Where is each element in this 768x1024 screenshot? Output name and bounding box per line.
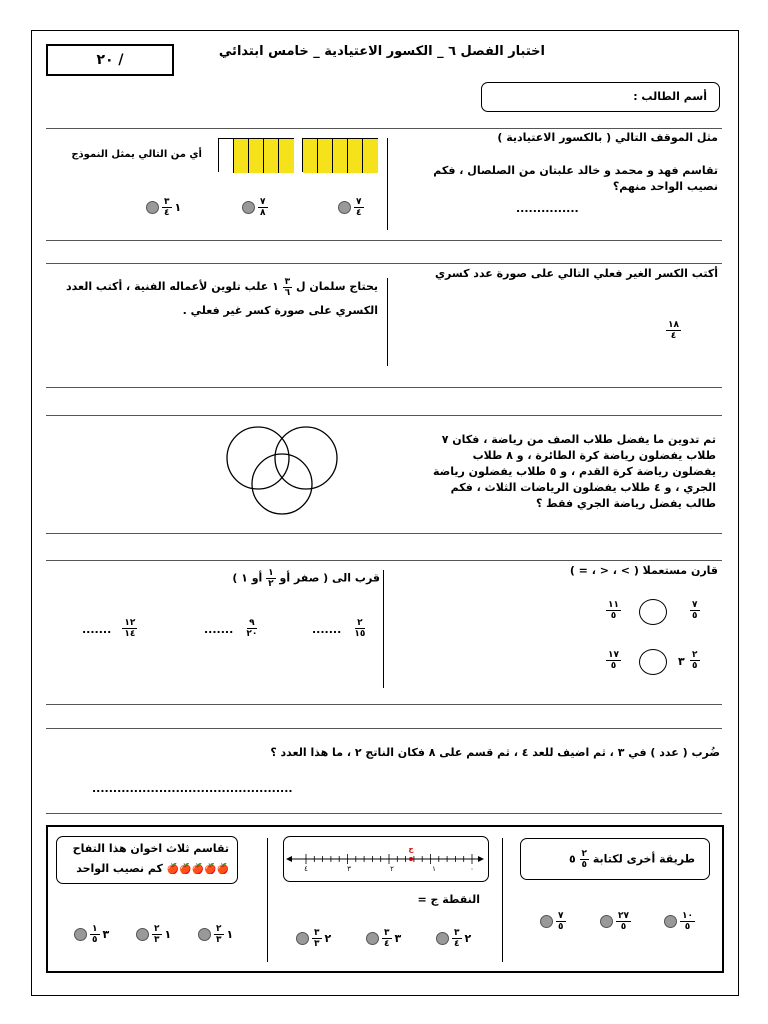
- fraction-bar-model-2: [302, 138, 378, 172]
- venn-circle-bottom: [252, 454, 312, 514]
- radio-circle[interactable]: [366, 932, 379, 945]
- q4-compare-label: قارن مستعملا ( > ، < ، = ): [569, 564, 718, 577]
- apples-option-2[interactable]: [136, 924, 171, 945]
- student-name-field[interactable]: [481, 82, 720, 112]
- bar-cell-filled: [234, 139, 249, 173]
- point-option-3[interactable]: [296, 928, 331, 949]
- other-way-prompt: [569, 849, 695, 870]
- round-item-1: [312, 618, 367, 639]
- fraction: $\frac{٧}{٤}$: [356, 197, 362, 218]
- apples-option-1[interactable]: [198, 924, 233, 945]
- round-label-a: قرب الى ( صفر أو: [279, 571, 380, 585]
- whole-number: ٣: [394, 931, 402, 945]
- point-option-1[interactable]: [436, 928, 471, 949]
- divider: [46, 704, 722, 705]
- q1-model-label: أي من التالي يمثل النموذج: [71, 149, 202, 160]
- fraction: $\frac{٧}{٨}$: [260, 197, 266, 218]
- score-box: [46, 44, 174, 76]
- divider: [46, 387, 722, 388]
- score-text: ٢٠ /: [96, 52, 124, 68]
- whole-number: ٣: [102, 927, 110, 941]
- fraction: $\frac{٣}{٤}$: [164, 197, 170, 218]
- divider: [46, 263, 722, 264]
- point-j-question: النقطة ج =: [417, 893, 480, 906]
- compare-row-1: [606, 598, 716, 628]
- q1-answer-dots: ...............: [516, 202, 579, 215]
- number-line-ticks: [306, 854, 472, 864]
- compare-circle[interactable]: [639, 599, 667, 625]
- q4-round-label: [206, 568, 380, 589]
- fraction-right: ١٧ ٥: [608, 650, 619, 671]
- bar-cell-filled: [333, 139, 348, 173]
- bar-cell-filled: [249, 139, 264, 173]
- q5-answer-dots: ................................................: [92, 782, 293, 795]
- fraction-half: $\frac{١}{٢}$: [268, 568, 274, 589]
- round-label-b: أو ١ ): [232, 571, 263, 585]
- bar-cell-filled: [264, 139, 279, 173]
- q1-option-2[interactable]: [242, 197, 268, 218]
- other-way-option-3[interactable]: [540, 911, 566, 932]
- fraction: $\frac{١}{٥}$: [92, 924, 98, 945]
- q1-prompt: مثل الموقف التالي ( بالكسور الاعتيادية ): [497, 131, 718, 144]
- apple-icon: 🍎🍎🍎🍎🍎: [166, 864, 229, 875]
- whole-number: ٥: [568, 852, 576, 866]
- tick-label: ٤: [304, 865, 308, 873]
- radio-circle[interactable]: [198, 928, 211, 941]
- fraction-right: ١١ ٥: [608, 600, 619, 621]
- radio-circle[interactable]: [338, 201, 351, 214]
- number-line: [284, 837, 488, 881]
- fraction-left: ٧ ٥: [692, 600, 698, 621]
- radio-circle[interactable]: [664, 915, 677, 928]
- venn-diagram: [222, 424, 344, 516]
- q1-separator: [387, 138, 388, 230]
- fraction: $\frac{٢٧}{٥}$: [618, 911, 629, 932]
- fraction: $\frac{٣}{٤}$: [384, 928, 390, 949]
- bar-cell-filled: [279, 139, 294, 173]
- radio-circle[interactable]: [74, 928, 87, 941]
- fraction: $\frac{٩}{٢٠}$: [246, 618, 258, 639]
- arrow-right-icon: [478, 856, 484, 862]
- fraction: $\frac{٣}{٣}$: [314, 928, 320, 949]
- whole-number: ١: [226, 927, 234, 941]
- tick-label: ٢: [390, 865, 394, 873]
- radio-circle[interactable]: [242, 201, 255, 214]
- whole-number: ٢: [464, 931, 472, 945]
- bar-cell-filled: [348, 139, 363, 173]
- venn-circle-left: [227, 427, 289, 489]
- point-j-label: ج: [408, 845, 414, 853]
- whole-number: ٢: [324, 931, 332, 945]
- arrow-left-icon: [286, 856, 292, 862]
- q2-text-b: علب تلوين لأعماله الفنية ، أكتب العدد الكسري على صورة كسر غير فعلي .: [65, 280, 378, 317]
- whole-number: ١: [174, 200, 182, 214]
- fraction: $\frac{٢}{٣}$: [216, 924, 222, 945]
- q3-text: تم تدوين ما يفضل طلاب الصف من رياضة ، فكان ٧ طلاب يفضلون رياضة كرة الطائرة ، و ٨ طلاب يفضلون رياضة كرة القدم ، و ٥ طلاب يفضلون رياضة الجري ، و ٤ طلاب يفضلون الرياضات الثلاث ، فكم طالب يفضل رياضة الجري فقط ؟: [432, 433, 716, 510]
- divider: [46, 415, 722, 416]
- q1-option-1[interactable]: [338, 197, 364, 218]
- page-title: اختبار الفصل ٦ _ الكسور الاعتيادية _ خامس ابتدائي: [218, 44, 545, 59]
- point-option-2[interactable]: [366, 928, 401, 949]
- radio-circle[interactable]: [136, 928, 149, 941]
- apples-text-a: تقاسم ثلاث اخوان هذا التفاح: [72, 842, 229, 855]
- bottom-separator: [502, 838, 503, 962]
- compare-circle[interactable]: [639, 649, 667, 675]
- fraction-left: ٢ ٥: [692, 650, 698, 671]
- bottom-separator: [267, 838, 268, 962]
- divider: [46, 240, 722, 241]
- q1-option-3[interactable]: [146, 197, 181, 218]
- other-way-option-1[interactable]: [664, 911, 695, 932]
- other-way-label: طريقة أخرى لكتابة: [592, 852, 695, 866]
- mixed-fraction: $\frac{٣}{٦}$: [284, 276, 291, 298]
- radio-circle[interactable]: [146, 201, 159, 214]
- fraction: $\frac{١٢}{١٤}$: [124, 618, 136, 639]
- divider: [46, 813, 722, 814]
- divider: [46, 728, 722, 729]
- radio-circle[interactable]: [600, 915, 613, 928]
- fraction: $\frac{٢}{٣}$: [154, 924, 160, 945]
- q5-text: ضُرب ( عدد ) في ٣ ، ثم اضيف للعد ٤ ، ثم قسم على ٨ فكان الناتج ٢ ، ما هذا العدد ؟: [270, 746, 720, 759]
- tick-label: ٣: [347, 865, 351, 873]
- q4-separator: [383, 570, 384, 688]
- fraction-bar-model-1: [218, 138, 294, 172]
- apples-text-b: كم نصيب الواحد: [76, 862, 163, 875]
- q1-text: تقاسم فهد و محمد و خالد علبتان من الصلصال ، فكم نصيب الواحد منهم؟: [433, 164, 718, 193]
- bar-cell-empty: [219, 139, 234, 173]
- tick-label: ١: [432, 865, 436, 873]
- whole-number: ١: [164, 927, 172, 941]
- tick-label: ٠: [470, 865, 474, 873]
- whole-number: ١: [272, 280, 279, 293]
- apples-box: [56, 836, 238, 884]
- student-name-label: أسم الطالب :: [633, 90, 707, 103]
- q2-fraction: $\frac{١٨}{٤}$: [668, 320, 679, 341]
- fraction: $\frac{٣}{٤}$: [454, 928, 460, 949]
- round-item-3: [82, 618, 137, 639]
- bar-cell-filled: [303, 139, 318, 173]
- apples-option-3[interactable]: [74, 924, 109, 945]
- round-item-2: [204, 618, 259, 639]
- q2-text-a: يحتاج سلمان ل: [295, 280, 378, 293]
- apples-line-2: [76, 861, 229, 878]
- q2-prompt: أكتب الكسر الغير فعلي التالي على صورة عدد كسري: [434, 267, 718, 280]
- bar-cell-filled: [363, 139, 378, 173]
- radio-circle[interactable]: [296, 932, 309, 945]
- compare-row-2: [606, 648, 716, 678]
- fraction: $\frac{٢}{٥}$: [581, 849, 587, 870]
- radio-circle[interactable]: [436, 932, 449, 945]
- bar-cell-filled: [318, 139, 333, 173]
- fraction: $\frac{٧}{٥}$: [558, 911, 564, 932]
- fraction: $\frac{٢}{١٥}$: [354, 618, 366, 639]
- other-way-box: [520, 838, 710, 880]
- divider: [46, 533, 722, 534]
- q2-word-problem: [64, 275, 378, 323]
- divider: [46, 560, 722, 561]
- q2-separator: [387, 278, 388, 366]
- answer-dots: .......: [82, 623, 112, 636]
- answer-dots: .......: [312, 623, 342, 636]
- radio-circle[interactable]: [540, 915, 553, 928]
- point-j: [409, 857, 413, 861]
- number-line-box: [283, 836, 489, 882]
- venn-circle-right: [275, 427, 337, 489]
- divider: [46, 128, 722, 129]
- whole-number: ٣: [678, 655, 685, 668]
- other-way-option-2[interactable]: [600, 911, 631, 932]
- fraction: $\frac{١٠}{٥}$: [682, 911, 693, 932]
- answer-dots: .......: [204, 623, 234, 636]
